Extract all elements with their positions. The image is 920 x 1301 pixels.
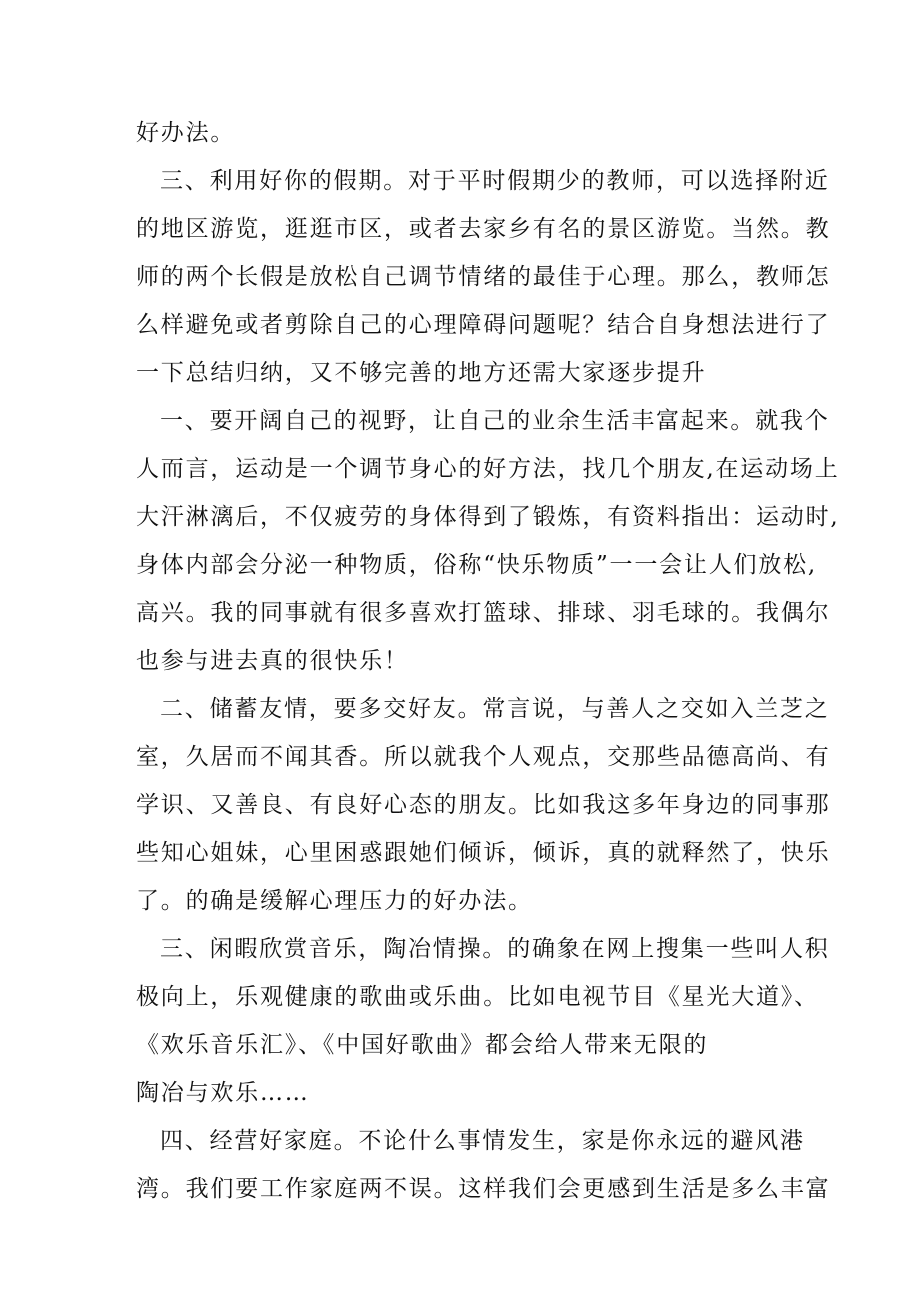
- text-line: 陶冶与欢乐……: [136, 1080, 310, 1106]
- text-line: 一下总结归纳，又不够完善的地方还需大家逐步提升: [136, 360, 707, 386]
- text-line: 湾。我们要工作家庭两不误。这样我们会更感到生活是多么丰富: [136, 1176, 831, 1202]
- paragraph-start-line: 三、闲暇欣赏音乐，陶冶情操。的确象在网上搜集一些叫人积: [160, 936, 830, 962]
- paragraph-start-line: 三、利用好你的假期。对于平时假期少的教师，可以选择附近: [160, 168, 830, 194]
- text-line: 师的两个长假是放松自己调节情绪的最佳于心理。那么，教师怎: [136, 264, 831, 290]
- text-line: 也参与进去真的很快乐！: [136, 648, 409, 674]
- text-line: 高兴。我的同事就有很多喜欢打篮球、排球、羽毛球的。我偶尔: [136, 600, 831, 626]
- text-line: 些知心姐妹，心里困惑跟她们倾诉，倾诉，真的就释然了，快乐: [136, 840, 831, 866]
- text-line: 的地区游览，逛逛市区，或者去家乡有名的景区游览。当然。教: [136, 216, 831, 242]
- text-line: 身体内部会分泌一种物质，俗称“快乐物质”一一会让人们放松,: [136, 552, 818, 578]
- paragraph-start-line: 一、要开阔自己的视野，让自己的业余生活丰富起来。就我个: [160, 408, 830, 434]
- paragraph-start-line: 四、经营好家庭。不论什么事情发生，家是你永远的避风港: [160, 1128, 805, 1154]
- text-line: 么样避免或者剪除自己的心理障碍问题呢？结合自身想法进行了: [136, 312, 831, 338]
- text-line: 室，久居而不闻其香。所以就我个人观点，交那些品德高尚、有: [136, 744, 831, 770]
- text-line: 《欢乐音乐汇》、《中国好歌曲》都会给人带来无限的: [136, 1032, 709, 1058]
- text-line: 了。的确是缓解心理压力的好办法。: [136, 888, 533, 914]
- paragraph-start-line: 二、储蓄友情，要多交好友。常言说，与善人之交如入兰芝之: [160, 696, 830, 722]
- text-line: 学识、又善良、有良好心态的朋友。比如我这多年身边的同事那: [136, 792, 831, 818]
- text-line: 人而言，运动是一个调节身心的好方法，找几个朋友,在运动场上: [136, 456, 840, 482]
- text-line: 大汗淋漓后，不仅疲劳的身体得到了锻炼，有资料指出：运动时,: [136, 504, 840, 530]
- text-line: 极向上，乐观健康的歌曲或乐曲。比如电视节目《星光大道》、: [136, 984, 819, 1010]
- text-line: 好办法。: [136, 120, 236, 146]
